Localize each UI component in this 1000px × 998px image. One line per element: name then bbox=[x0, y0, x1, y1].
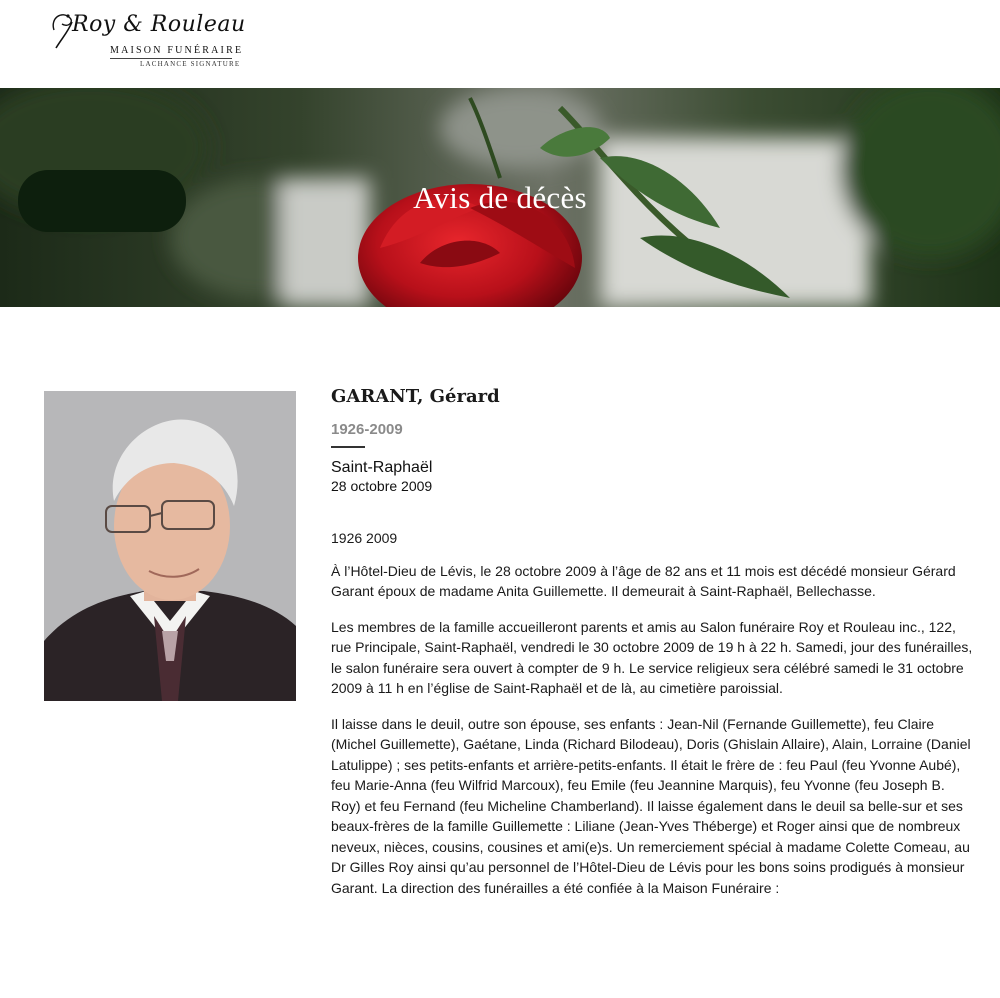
location: Saint-Raphaël bbox=[331, 459, 433, 476]
page-title: Avis de décès bbox=[413, 180, 587, 215]
logo-divider bbox=[110, 58, 232, 59]
obituary-paragraph: 1926 2009 bbox=[331, 530, 398, 546]
logo-subtitle: MAISON FUNÉRAIRE bbox=[110, 45, 244, 56]
divider bbox=[331, 446, 365, 448]
obituary-header bbox=[331, 386, 971, 494]
site-logo[interactable] bbox=[48, 8, 246, 68]
obituary-paragraph: Il laisse dans le deuil, outre son épouse, ses enfants : Jean-Nil (Fernande Guillemette), feu Claire (Michel Guillemette), Gaétane, Linda (Richard Bilodeau), Doris (Ghislain Allaire), Alain, Lorraine (Daniel Latulippe) ; ses petits-enfants et arrière-petits-enfants. Il était le frère de : feu Paul (feu Yvonne Aubé), feu Marie-Anna (feu Wilfrid Marcoux), feu Emile (feu Jeannine Marquis), feu Yvonne (feu Joseph B. Roy) et feu Fernand (feu Micheline Chamberland). Il laisse également dans le deuil sa belle-sur et ses beaux-frères de la famille Guillemette : Liliane (Jean-Yves Théberge) et Roger ainsi que de nombreux neveux, nièces, cousins, cousines et ami(e)s. Un remerciement spécial à madame Colette Comeau, au Dr Gilles Roy ainsi qu’au personnel de l’Hôtel-Dieu de Lévis pour les bons soins prodigués à monsieur Garant. La direction des funérailles a été confiée à la Maison Funéraire : bbox=[331, 715, 971, 896]
obituary-body bbox=[331, 528, 976, 913]
site-header bbox=[0, 0, 1000, 88]
obituary-paragraph: Les membres de la famille accueilleront parents et amis au Salon funéraire Roy et Rouleau inc., 122, rue Principale, Saint-Raphaël, vendredi le 30 octobre 2009 de 19 h à 22 h. Samedi, jour des funérailles, le salon funéraire sera ouvert à compter de 9 h. Le service religieux sera célébré samedi le 31 octobre 2009 à 11 h en l’église de Saint-Raphaël et de là, au cimetière paroissial. bbox=[331, 618, 973, 696]
logo-tagline: LACHANCE SIGNATURE bbox=[140, 60, 241, 68]
deceased-photo bbox=[44, 391, 296, 701]
portrait-image bbox=[44, 391, 296, 701]
death-date: 28 octobre 2009 bbox=[331, 478, 433, 494]
life-years: 1926-2009 bbox=[331, 421, 403, 438]
hero-banner bbox=[0, 88, 1000, 307]
logo-title: Roy & Rouleau bbox=[72, 12, 246, 37]
obituary-paragraph: À l’Hôtel-Dieu de Lévis, le 28 octobre 2009 à l’âge de 82 ans et 11 mois est décédé monsieur Gérard Garant époux de madame Anita Guillemette. Il demeurait à Saint-Raphaël, Bellechasse. bbox=[331, 562, 956, 599]
deceased-name: GARANT, Gérard bbox=[331, 386, 500, 407]
